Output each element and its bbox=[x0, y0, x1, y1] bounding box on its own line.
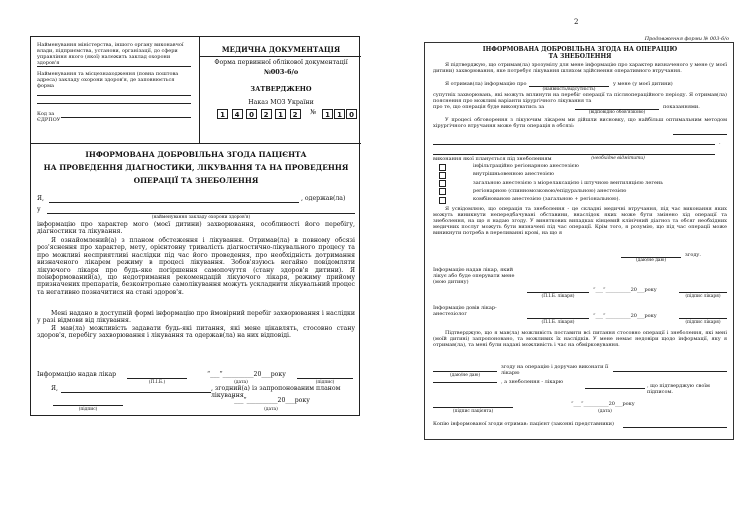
p2-paragraph-5: У процесі обговорення з лікуючим лікарем ми дійшли висновку, що найбільш оптимальним методом хірургічного втручання може бути операція в обсязі: bbox=[433, 117, 727, 129]
anesthesia-option-label: комбінованою анестезією (загальною + регіональною). bbox=[473, 196, 620, 203]
representative-field[interactable] bbox=[623, 427, 727, 428]
doctor-date: “___”__________20___року bbox=[207, 371, 286, 378]
consent-anesthesia: , а знеболення - лікарю bbox=[501, 379, 564, 385]
med-doc-rule bbox=[199, 56, 361, 57]
order-date-digit: 1 bbox=[275, 109, 286, 119]
doctor-sign-field[interactable] bbox=[297, 378, 353, 379]
order-number-digit: 1 bbox=[322, 109, 333, 119]
anesthesia-option-label: внутрішньовенною анестезією bbox=[473, 171, 555, 178]
order-number-digit: 0 bbox=[346, 109, 357, 119]
anesthesia-checkbox[interactable] bbox=[439, 197, 446, 204]
p2-date-caption: (дата) bbox=[598, 409, 612, 414]
p2-title-line-1: ІНФОРМОВАНА ДОБРОВІЛЬНА ЗГОДА НА ОПЕРАЦІЮ bbox=[482, 46, 678, 53]
header-divider bbox=[199, 37, 200, 143]
surgeon-sign-field[interactable] bbox=[679, 292, 727, 293]
date-caption-2: (дата) bbox=[264, 407, 278, 412]
give-caption: (даю/не даю) bbox=[635, 258, 667, 263]
order-label: Наказ МОЗ України bbox=[248, 99, 314, 106]
sign-caption: (підпис) bbox=[315, 380, 335, 385]
ministry-label: Найменування міністерства, іншого органу виконавчої влади, підприємства, установи, організації, до сфери управління якого (якої) належить заклад охорони здоров'я bbox=[37, 42, 184, 66]
agree-word: згоду. bbox=[685, 252, 701, 258]
anesth-assign-field[interactable] bbox=[585, 388, 645, 389]
patient-sign-field-2[interactable] bbox=[433, 407, 513, 408]
order-number-digit: 1 bbox=[334, 109, 345, 119]
order-number-sign: № bbox=[310, 108, 317, 116]
confirm-signature: , що підтверджую своїм підписом. bbox=[647, 383, 710, 395]
patient-sign-caption: (підпис пацієнта) bbox=[452, 409, 494, 414]
anesthesiologist-info-label: Інформацію довів лікар-анестезіолог bbox=[433, 305, 497, 317]
paragraph-1: інформацію про характер мого (моєї дитини) захворювання, особливості його перебігу, діагностики та лікування. bbox=[37, 221, 355, 236]
title-line-3: ОПЕРАЦІЇ ТА ЗНЕБОЛЕННЯ bbox=[133, 176, 259, 185]
patient-name-field[interactable] bbox=[49, 202, 299, 203]
anesth-pib-caption: (П.І.Б. лікаря) bbox=[541, 320, 575, 325]
pib-caption: (П.І.Б.) bbox=[148, 380, 166, 385]
paragraph-2: Я ознайомлений(а) з планом обстеження і лікування. Отримав(ла) в повному обсязі роз'яснення про характер, мету, орієнтовну тривалість діагностично-лікувального процесу та про можливі несприятливі наслідки під час його проведення, про необхідність дотримання визначеного лікарем режиму в процесі лікування. Зобов'язуюсь негайно повідомляти лікуючого лікаря про будь-яке погіршення самопочуття (стану здоров'я дитини). Я поінформований(а), що недотримання рекомендацій лікуючого лікаря, режиму прийому призначених препаратів, безконтрольне самолікування можуть ускладнити лікувальний процес та негативно позначитися на стані здоров'я. bbox=[37, 237, 355, 296]
anesth-date: “___”__________20___року bbox=[593, 313, 657, 319]
surgeon-name-field[interactable] bbox=[527, 292, 589, 293]
edrpou-label: Код за ЄДРПОУ bbox=[37, 111, 61, 123]
date-caption: (дата) bbox=[234, 380, 248, 385]
copy-received-label: Копію інформованої згоди отримав: пацієнт (законні представники) bbox=[433, 421, 614, 427]
anesth-name-field[interactable] bbox=[527, 318, 589, 319]
title-line-1: ІНФОРМОВАНА ДОБРОВІЛЬНА ЗГОДА ПАЦІЄНТА bbox=[85, 150, 307, 159]
p2-paragraph-7: Підтверджую, що я мав(ла) можливість поставити всі питання стосовно операції і знеболення, які мені (моїй дитині) запропоновано, та можливих їх наслідків. У мене немає недовіри щодо інформації, яку я отримав(ла), та мені були надані можливість і час на обмірковування. bbox=[433, 330, 727, 348]
volume-dot: . bbox=[719, 140, 721, 146]
operation-volume-field-2[interactable] bbox=[433, 144, 715, 145]
header-bottom-rule bbox=[31, 143, 361, 144]
consent-operation: згоду на операцію і доручаю виконати її лікарю bbox=[501, 364, 609, 376]
anesthesia-option-label: інфільтраційно регіонарною анестезією bbox=[473, 163, 579, 169]
info-given-label: Інформацію надав лікар bbox=[37, 371, 117, 378]
u-label: у bbox=[37, 206, 41, 213]
page-number: 2 bbox=[574, 18, 579, 26]
patient-sign-field[interactable] bbox=[53, 405, 123, 406]
facility-field[interactable] bbox=[37, 95, 191, 96]
edrpou-field[interactable] bbox=[61, 117, 191, 118]
continuation-note: Продовження форми № 003-6/о bbox=[644, 36, 729, 42]
ya-label-2: Я, bbox=[51, 385, 58, 392]
surgeon-assign-field[interactable] bbox=[613, 371, 727, 372]
agree-line: , згодний(а) із запропонованим планом лікування bbox=[211, 385, 341, 400]
doctor-name-field[interactable] bbox=[127, 378, 187, 379]
facility-caption: (найменування закладу охорони здоров'я) bbox=[151, 215, 251, 220]
p2-paragraph-6: Я усвідомлюю, що операція та знеболення - це складні медичні втручання, під час виконання яких можуть виникнути непередбачувані обставини, внаслідок яких може бути змінено хід операції та знеболення, на що я надаю згоду. У виняткових випадках кінцевий клінічний діагноз та обсяг необхідних медичних послуг можуть бути визначені під час операції. Крім того, я розумію, що під час операції може виникнути потреба в переливанні крові, на що я bbox=[433, 206, 727, 236]
needed-caption: (необхідне відмітити) bbox=[591, 156, 645, 161]
ya-label: Я, bbox=[37, 195, 44, 202]
order-date-digit: 2 bbox=[290, 109, 301, 119]
surgeon-pib-caption: (П.І.Б. лікаря) bbox=[541, 294, 575, 299]
received-label: , одержав(ла) bbox=[301, 195, 346, 202]
anesthesia-checkbox[interactable] bbox=[439, 172, 446, 179]
give-caption-2: (даю/не даю) bbox=[449, 373, 481, 378]
title-line-2: НА ПРОВЕДЕННЯ ДІАГНОСТИКИ, ЛІКУВАННЯ ТА НА ПРОВЕДЕННЯ bbox=[43, 163, 349, 172]
anesthesia-checkbox[interactable] bbox=[439, 164, 446, 171]
anesthesia-checkbox[interactable] bbox=[439, 188, 446, 195]
surgeon-date: “___”__________20___року bbox=[593, 287, 657, 293]
consent-form-page-2 bbox=[424, 36, 734, 440]
consent-extra-field[interactable] bbox=[433, 382, 497, 383]
patient-date-2: “___”__________20___року bbox=[571, 401, 635, 407]
p2-info-about: Я отримав(ла) інформацію про bbox=[445, 81, 527, 87]
p2-indications: показаннями. bbox=[663, 104, 700, 110]
surgeon-sign-caption: (підпис лікаря) bbox=[685, 294, 721, 299]
paragraph-3: Мені надано в доступній формі інформацію про ймовірний перебіг захворювання і наслідки у разі відмови від лікування. bbox=[37, 310, 355, 325]
p2-paragraph-3: супутніх захворювань, які можуть вплинути на перебіг операції та післяопераційного періоду. Я отримав(ла) пояснення про можливі варіанти хірургічного лікування та bbox=[433, 92, 727, 104]
order-date-digit: 1 bbox=[217, 109, 228, 119]
order-date-digit: 4 bbox=[232, 109, 243, 119]
facility-label: Найменування та місцезнаходження (повна поштова адреса) закладу охорони здоров'я, де заповнюється форма bbox=[37, 71, 179, 89]
anesthesia-option-label: регіонарною (спинномозковою/епідуральною) анестезією bbox=[473, 187, 627, 194]
surgeon-info-label: Інформацію надав лікар, який лікує або буде оперувати мене (мою дитину) bbox=[433, 267, 515, 285]
nature-caption: (наявність/відсутність) bbox=[542, 87, 596, 92]
med-doc-heading: МЕДИЧНА ДОКУМЕНТАЦІЯ bbox=[221, 45, 341, 54]
order-date-digit: 2 bbox=[261, 109, 272, 119]
anesth-sign-field[interactable] bbox=[679, 318, 727, 319]
ministry-field[interactable] bbox=[37, 66, 191, 67]
anesth-sign-caption: (підпис лікаря) bbox=[685, 320, 721, 325]
facility-name-field[interactable] bbox=[47, 213, 355, 214]
patient-date: “___”__________20___року bbox=[231, 397, 310, 404]
anesthesia-intro: виконання якої планується під знеболенням bbox=[433, 156, 552, 162]
patient-name-field-2[interactable] bbox=[61, 392, 211, 393]
p2-paragraph-1: Я підтверджую, що отримав(ла) зрозумілу для мене інформацію про характер визначеного у мене (у моєї дитини) захворювання, яке потребує лікування шляхом здійснення оперативного втручання. bbox=[433, 62, 727, 74]
operation-volume-field-3[interactable] bbox=[433, 154, 715, 155]
operation-volume-field[interactable] bbox=[673, 134, 727, 135]
anesthesia-checkbox[interactable] bbox=[439, 180, 446, 187]
p2-operation-performed: про те, що операція буде виконуватись за bbox=[433, 104, 545, 110]
p2-title-line-2: ТА ЗНЕБОЛЕННЯ bbox=[548, 53, 612, 60]
anesthesia-option-label: загальною анестезією з міорелаксацією і штучною вентиляцією легень bbox=[473, 179, 663, 186]
form-of-label: Форма первинної облікової документації bbox=[214, 59, 348, 66]
p2-in-me: у мене (у моєї дитини) bbox=[613, 81, 673, 87]
consent-form-page-1 bbox=[30, 36, 360, 416]
paragraph-4: Я мав(ла) можливість задавати будь-які питання, які мене цікавлять, стосовно стану здоров'я, перебігу захворювання і лікування та одержав(ла) на них відповіді. bbox=[37, 325, 355, 340]
sign-caption-2: (підпис) bbox=[78, 407, 98, 412]
order-date-digit: 0 bbox=[246, 109, 257, 119]
urgency-caption: (відповідно обов'язково) bbox=[588, 110, 646, 115]
approved-label: ЗАТВЕРДЖЕНО bbox=[250, 85, 312, 93]
form-number: №003-6/о bbox=[263, 68, 299, 76]
consent-give-field[interactable] bbox=[433, 371, 497, 372]
facility-field-2[interactable] bbox=[37, 103, 191, 104]
